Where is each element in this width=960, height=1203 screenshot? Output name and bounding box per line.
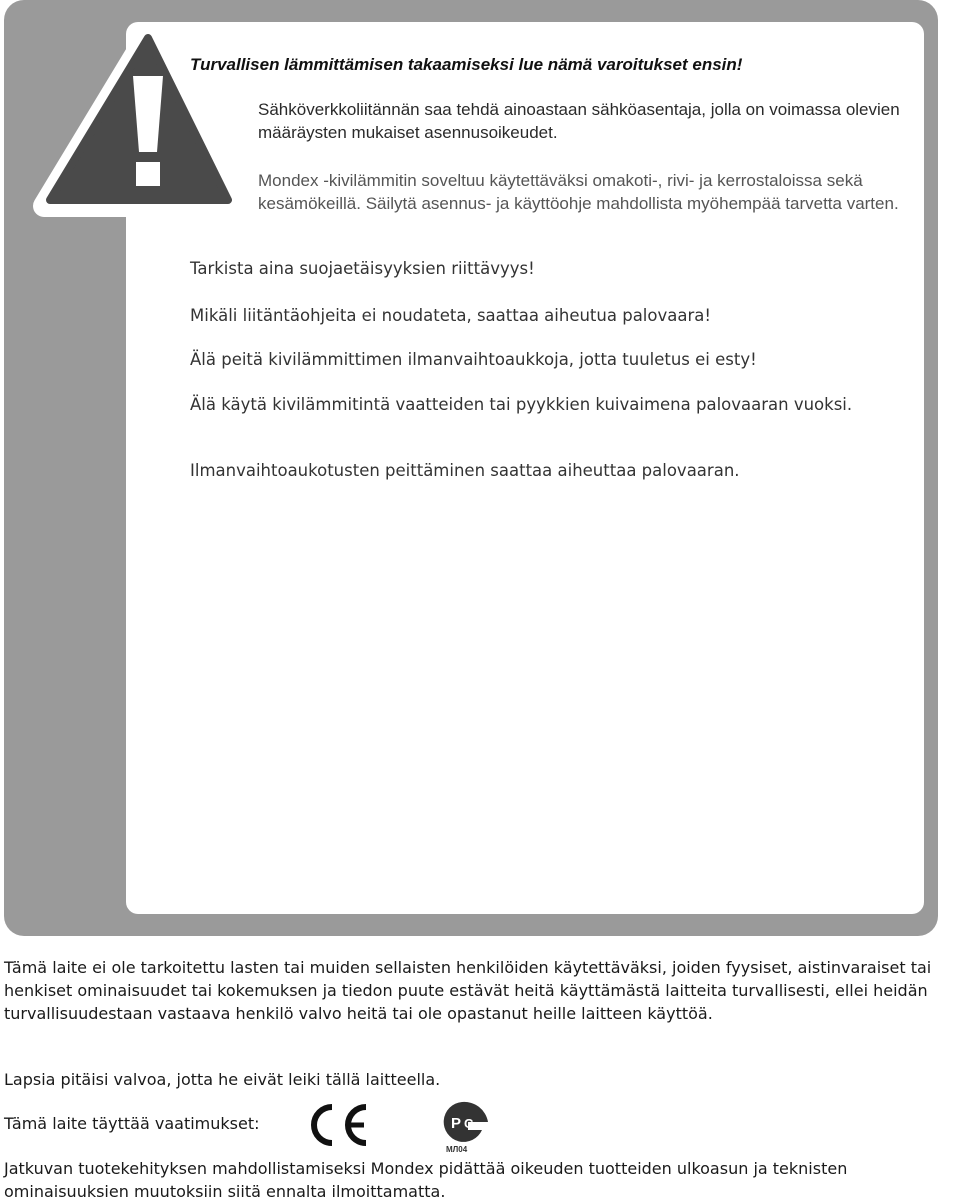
warning-item-installation: Sähköverkkoliitännän saa tehdä ainoastaan sähköasentaja, jolla on voimassa olevien määräysten mukaiset asennusoikeudet. [258,100,900,142]
supervision-notice: Lapsia pitäisi valvoa, jotta he eivät leiki tällä laitteella. [4,1070,441,1089]
svg-text:C: C [464,1116,474,1131]
children-notice: Tämä laite ei ole tarkoitettu lasten tai muiden sellaisten henkilöiden käytettäväksi, joiden fyysiset, aistinvaraiset tai henkiset ominaisuudet tai kokemuksen ja tiedon puute estävät heitä käyttämästä laitteita turvallisesti, ellei heidän turvallisuudestaan vastaava henkilö valvo heitä tai ole opastanut heille laitteen käyttöä. [4,958,932,1023]
pct-mark-icon [438,1100,490,1154]
pct-code: МЛ04 [446,1145,468,1154]
ce-mark-icon [306,1102,372,1148]
exclamation-triangle-icon [20,20,240,220]
warning-title: Turvallisen lämmittämisen takaamiseksi lue nämä varoitukset ensin! [190,55,743,74]
warning-item-usage: Mondex -kivilämmitin soveltuu käytettäväksi omakoti-, rivi- ja kerrostaloissa sekä kesämökeillä. Säilytä asennus- ja käyttöohje mahdollista myöhempää tarvetta varten. [258,171,899,213]
svg-text:P: P [451,1115,462,1132]
warning-item-covering: Ilmanvaihtoaukotusten peittäminen saattaa aiheuttaa palovaaran. [190,461,740,480]
development-notice: Jatkuvan tuotekehityksen mahdollistamiseksi Mondex pidättää oikeuden tuotteiden ulkoasun ja teknisten ominaisuuksien muutoksiin siitä ennalta ilmoittamatta. [4,1159,848,1201]
warning-item-drying: Älä käytä kivilämmitintä vaatteiden tai pyykkien kuivaimena palovaaran vuoksi. [190,395,853,414]
warning-item-ventilation: Älä peitä kivilämmittimen ilmanvaihtoaukkoja, jotta tuuletus ei esty! [190,350,757,369]
requirements-label: Tämä laite täyttää vaatimukset: [4,1114,260,1133]
warning-item-distances: Tarkista aina suojaetäisyyksien riittävyys! [190,259,535,278]
warning-item-fire-risk: Mikäli liitäntäohjeita ei noudateta, saattaa aiheutua palovaara! [190,306,711,325]
